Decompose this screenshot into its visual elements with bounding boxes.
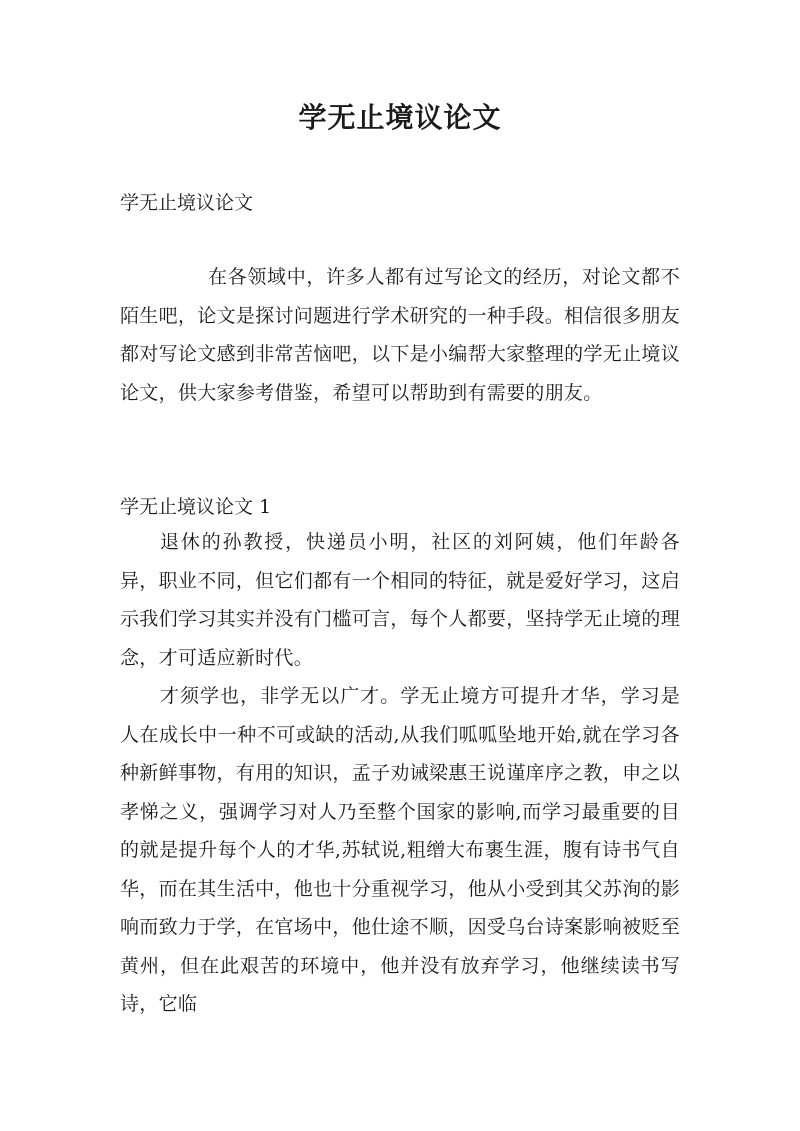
body-paragraph-1: 退休的孙教授，快递员小明，社区的刘阿姨，他们年龄各异，职业不同，但它们都有一个相同的特征，就是爱好学习，这启示我们学习其实并没有门槛可言，每个人都要，坚持学无止境的理念，才可适应新时代。 <box>120 531 680 669</box>
body-paragraph-2: 才须学也，非学无以广才。学无止境方可提升才华，学习是人在成长中一种不可或缺的活动,从我们呱呱坠地开始,就在学习各种新鲜事物，有用的知识，孟子劝诫梁惠王说谨庠序之教，申之以孝悌之义，强调学习对人乃至整个国家的影响,而学习最重要的目的就是提升每个人的才华,苏轼说,粗缯大布裹生涯，腹有诗书气自华，而在其生活中，他也十分重视学习，他从小受到其父苏洵的影响而致力于学，在官场中，他仕途不顺，因受乌台诗案影响被贬至黄州，但在此艰苦的环境中，他并没有放弃学习，他继续读书写诗，它临 <box>120 685 680 1015</box>
section-heading-1: 学无止境议论文 1 <box>120 496 272 518</box>
intro-paragraph: 在各领域中，许多人都有过写论文的经历，对论文都不陌生吧，论文是探讨问题进行学术研究的一种手段。相信很多朋友都对写论文感到非常苦恼吧，以下是小编帮大家整理的学无止境议论文，供大家参考借鉴，希望可以帮助到有需要的朋友。 <box>120 266 680 404</box>
page-title: 学无止境议论文 <box>298 101 502 134</box>
document-subheading: 学无止境议论文 <box>120 192 254 214</box>
